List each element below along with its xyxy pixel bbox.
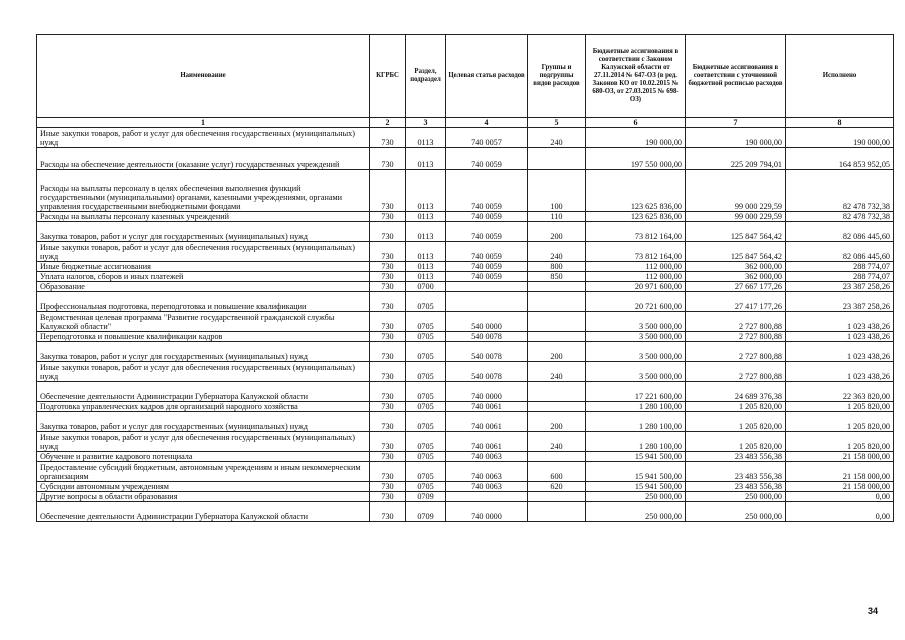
table-row (37, 432, 894, 452)
cell-target: 540 0078 (446, 342, 528, 362)
header-kgrbs: КГРБС (370, 35, 406, 118)
cell-kgrbs: 730 (370, 332, 406, 342)
cell-kgrbs: 730 (370, 492, 406, 502)
cell-law: 1 280 100,00 (586, 412, 686, 432)
cell-section: 0113 (406, 222, 446, 242)
cell-executed: 82 086 445,60 (786, 242, 894, 262)
cell-executed: 1 205 820,00 (786, 432, 894, 452)
cell-name: Профессиональная подготовка, переподготовка и повышение квалификации (37, 292, 370, 312)
column-number-row (37, 118, 894, 128)
cell-target (446, 292, 528, 312)
cell-group: 240 (528, 362, 586, 382)
table-body (37, 128, 894, 522)
cell-executed: 82 478 732,38 (786, 170, 894, 212)
cell-target: 740 0057 (446, 128, 528, 148)
header-refined: Бюджетные ассигнования в соответствии с уточненной бюджетной росписью расходов (686, 35, 786, 118)
table-row (37, 502, 894, 522)
cell-refined: 125 847 564,42 (686, 242, 786, 262)
cell-kgrbs: 730 (370, 452, 406, 462)
cell-kgrbs: 730 (370, 382, 406, 402)
cell-law: 73 812 164,00 (586, 222, 686, 242)
cell-law: 112 000,00 (586, 272, 686, 282)
cell-name: Обучение и развитие кадрового потенциала (37, 452, 370, 462)
cell-section: 0113 (406, 272, 446, 282)
cell-name: Переподготовка и повышение квалификации кадров (37, 332, 370, 342)
cell-refined: 99 000 229,59 (686, 170, 786, 212)
cell-group: 600 (528, 462, 586, 482)
cell-executed: 1 205 820,00 (786, 402, 894, 412)
cell-target: 740 0000 (446, 382, 528, 402)
cell-name: Иные закупки товаров, работ и услуг для обеспечения государственных (муниципальных) нужд (37, 432, 370, 452)
cell-refined: 23 483 556,38 (686, 452, 786, 462)
cell-refined: 2 727 800,88 (686, 342, 786, 362)
cell-target: 540 0000 (446, 312, 528, 332)
cell-law: 123 625 836,00 (586, 170, 686, 212)
table-row (37, 362, 894, 382)
cell-refined: 99 000 229,59 (686, 212, 786, 222)
cell-group: 240 (528, 128, 586, 148)
cell-group: 200 (528, 412, 586, 432)
cell-target: 540 0078 (446, 362, 528, 382)
cell-section: 0709 (406, 492, 446, 502)
table-row (37, 382, 894, 402)
cell-refined: 24 689 376,38 (686, 382, 786, 402)
cell-executed: 23 387 258,26 (786, 282, 894, 292)
cell-section: 0705 (406, 362, 446, 382)
cell-section: 0113 (406, 170, 446, 212)
table-row (37, 312, 894, 332)
table-row (37, 402, 894, 412)
cell-section: 0705 (406, 412, 446, 432)
header-row (37, 35, 894, 118)
table-row (37, 492, 894, 502)
cell-refined: 250 000,00 (686, 492, 786, 502)
cell-group (528, 402, 586, 412)
cell-executed: 288 774,07 (786, 272, 894, 282)
cell-group: 110 (528, 212, 586, 222)
cell-target: 740 0000 (446, 502, 528, 522)
cell-name: Расходы на выплаты персоналу казенных учреждений (37, 212, 370, 222)
table-row (37, 412, 894, 432)
cell-executed: 164 853 952,05 (786, 148, 894, 170)
table-row (37, 452, 894, 462)
cell-section: 0705 (406, 402, 446, 412)
cell-section: 0705 (406, 452, 446, 462)
cell-executed: 21 158 000,00 (786, 482, 894, 492)
cell-executed: 1 023 438,26 (786, 362, 894, 382)
cell-executed: 82 478 732,38 (786, 212, 894, 222)
cell-group: 800 (528, 262, 586, 272)
cell-law: 123 625 836,00 (586, 212, 686, 222)
budget-table (36, 34, 894, 522)
cell-group (528, 148, 586, 170)
cell-refined: 1 205 820,00 (686, 402, 786, 412)
cell-group: 200 (528, 342, 586, 362)
cell-section: 0705 (406, 462, 446, 482)
cell-refined: 27 667 177,26 (686, 282, 786, 292)
cell-section: 0113 (406, 128, 446, 148)
cell-executed: 1 205 820,00 (786, 412, 894, 432)
cell-kgrbs: 730 (370, 262, 406, 272)
cell-kgrbs: 730 (370, 212, 406, 222)
table-row (37, 342, 894, 362)
cell-target: 540 0078 (446, 332, 528, 342)
cell-executed: 1 023 438,26 (786, 332, 894, 342)
table-row (37, 148, 894, 170)
table-row (37, 272, 894, 282)
cell-executed: 0,00 (786, 502, 894, 522)
cell-target: 740 0063 (446, 462, 528, 482)
table-row (37, 282, 894, 292)
cell-group: 620 (528, 482, 586, 492)
cell-target: 740 0063 (446, 482, 528, 492)
cell-target: 740 0061 (446, 402, 528, 412)
cell-name: Иные закупки товаров, работ и услуг для обеспечения государственных (муниципальных) нужд (37, 242, 370, 262)
cell-refined: 362 000,00 (686, 262, 786, 272)
table-row (37, 170, 894, 212)
cell-group (528, 332, 586, 342)
cell-law: 1 280 100,00 (586, 402, 686, 412)
cell-law: 15 941 500,00 (586, 452, 686, 462)
table-row (37, 222, 894, 242)
cell-law: 1 280 100,00 (586, 432, 686, 452)
page-number: 34 (868, 606, 879, 616)
cell-section: 0705 (406, 482, 446, 492)
cell-kgrbs: 730 (370, 482, 406, 492)
cell-target: 740 0059 (446, 242, 528, 262)
cell-law: 15 941 500,00 (586, 462, 686, 482)
cell-name: Иные бюджетные ассигнования (37, 262, 370, 272)
cell-section: 0705 (406, 432, 446, 452)
cell-group (528, 282, 586, 292)
cell-law: 3 500 000,00 (586, 362, 686, 382)
cell-group (528, 492, 586, 502)
table-row (37, 482, 894, 492)
cell-law: 20 971 600,00 (586, 282, 686, 292)
cell-section: 0113 (406, 212, 446, 222)
cell-law: 250 000,00 (586, 492, 686, 502)
cell-kgrbs: 730 (370, 412, 406, 432)
cell-group: 200 (528, 222, 586, 242)
cell-kgrbs: 730 (370, 362, 406, 382)
cell-section: 0709 (406, 502, 446, 522)
cell-group: 240 (528, 242, 586, 262)
cell-name: Субсидии автономным учреждениям (37, 482, 370, 492)
cell-refined: 23 483 556,38 (686, 462, 786, 482)
cell-section: 0700 (406, 282, 446, 292)
cell-executed: 21 158 000,00 (786, 452, 894, 462)
table-row (37, 128, 894, 148)
cell-refined: 23 483 556,38 (686, 482, 786, 492)
cell-target (446, 282, 528, 292)
cell-section: 0113 (406, 242, 446, 262)
cell-target: 740 0059 (446, 148, 528, 170)
cell-refined: 2 727 800,88 (686, 362, 786, 382)
cell-name: Иные закупки товаров, работ и услуг для обеспечения государственных (муниципальных) нужд (37, 128, 370, 148)
cell-refined: 2 727 800,88 (686, 332, 786, 342)
table-row (37, 212, 894, 222)
cell-kgrbs: 730 (370, 462, 406, 482)
cell-name: Уплата налогов, сборов и иных платежей (37, 272, 370, 282)
cell-kgrbs: 730 (370, 170, 406, 212)
cell-law: 73 812 164,00 (586, 242, 686, 262)
cell-target: 740 0061 (446, 432, 528, 452)
cell-refined: 225 209 794,01 (686, 148, 786, 170)
cell-kgrbs: 730 (370, 222, 406, 242)
column-number: 7 (686, 118, 786, 128)
table-row (37, 292, 894, 312)
cell-refined: 27 417 177,26 (686, 292, 786, 312)
cell-refined: 362 000,00 (686, 272, 786, 282)
cell-target: 740 0061 (446, 412, 528, 432)
cell-name: Иные закупки товаров, работ и услуг для обеспечения государственных (муниципальных) нужд (37, 362, 370, 382)
cell-executed: 23 387 258,26 (786, 292, 894, 312)
cell-target: 740 0059 (446, 170, 528, 212)
cell-target: 740 0059 (446, 262, 528, 272)
cell-kgrbs: 730 (370, 502, 406, 522)
column-number: 5 (528, 118, 586, 128)
header-law: Бюджетные ассигнования в соответствии с Законом Калужской области от 27.11.2014 № 647-ОЗ (в ред. Законов КО от 10.02.2015 № 680-ОЗ, от 27.03.2015 № 698-ОЗ) (586, 35, 686, 118)
cell-law: 112 000,00 (586, 262, 686, 272)
cell-group (528, 292, 586, 312)
cell-group (528, 502, 586, 522)
cell-refined: 1 205 820,00 (686, 412, 786, 432)
cell-law: 3 500 000,00 (586, 312, 686, 332)
cell-section: 0705 (406, 312, 446, 332)
cell-kgrbs: 730 (370, 148, 406, 170)
cell-name: Расходы на обеспечение деятельности (оказание услуг) государственных учреждений (37, 148, 370, 170)
cell-executed: 1 023 438,26 (786, 312, 894, 332)
column-number: 3 (406, 118, 446, 128)
cell-law: 3 500 000,00 (586, 342, 686, 362)
cell-name: Образование (37, 282, 370, 292)
column-number: 1 (37, 118, 370, 128)
cell-kgrbs: 730 (370, 402, 406, 412)
column-number: 2 (370, 118, 406, 128)
column-number: 8 (786, 118, 894, 128)
cell-target: 740 0063 (446, 452, 528, 462)
cell-name: Расходы на выплаты персоналу в целях обеспечения выполнения функций государственными (муниципальными) органами, казенными учреждениями, органами управления государственными внебюджетными фондами (37, 170, 370, 212)
cell-executed: 22 363 820,00 (786, 382, 894, 402)
cell-executed: 190 000,00 (786, 128, 894, 148)
cell-section: 0113 (406, 148, 446, 170)
cell-law: 17 221 600,00 (586, 382, 686, 402)
cell-section: 0705 (406, 332, 446, 342)
cell-target: 740 0059 (446, 212, 528, 222)
cell-name: Подготовка управленческих кадров для организаций народного хозяйства (37, 402, 370, 412)
cell-name: Обеспечение деятельности Администрации Губернатора Калужской области (37, 502, 370, 522)
table-row (37, 262, 894, 272)
cell-executed: 288 774,07 (786, 262, 894, 272)
cell-refined: 250 000,00 (686, 502, 786, 522)
cell-group (528, 382, 586, 402)
header-section: Раздел, подраздел (406, 35, 446, 118)
cell-law: 190 000,00 (586, 128, 686, 148)
header-executed: Исполнено (786, 35, 894, 118)
column-number: 6 (586, 118, 686, 128)
header-groups: Группы и подгруппы видов расходов (528, 35, 586, 118)
cell-section: 0113 (406, 262, 446, 272)
header-name: Наименование (37, 35, 370, 118)
cell-executed: 1 023 438,26 (786, 342, 894, 362)
cell-name: Обеспечение деятельности Администрации Губернатора Калужской области (37, 382, 370, 402)
cell-section: 0705 (406, 382, 446, 402)
cell-target: 740 0059 (446, 272, 528, 282)
cell-name: Предоставление субсидий бюджетным, автономным учреждениям и иным некоммерческим организациям (37, 462, 370, 482)
cell-name: Закупка товаров, работ и услуг для государственных (муниципальных) нужд (37, 342, 370, 362)
cell-law: 3 500 000,00 (586, 332, 686, 342)
cell-target: 740 0059 (446, 222, 528, 242)
cell-kgrbs: 730 (370, 292, 406, 312)
cell-group: 850 (528, 272, 586, 282)
cell-kgrbs: 730 (370, 342, 406, 362)
table-row (37, 332, 894, 342)
cell-law: 20 721 600,00 (586, 292, 686, 312)
header-target: Целевая статья расходов (446, 35, 528, 118)
cell-refined: 125 847 564,42 (686, 222, 786, 242)
cell-law: 250 000,00 (586, 502, 686, 522)
cell-name: Ведомственная целевая программа "Развитие государственной гражданской службы Калужской области" (37, 312, 370, 332)
cell-executed: 82 086 445,60 (786, 222, 894, 242)
column-number: 4 (446, 118, 528, 128)
cell-target (446, 492, 528, 502)
cell-kgrbs: 730 (370, 128, 406, 148)
cell-kgrbs: 730 (370, 432, 406, 452)
cell-kgrbs: 730 (370, 282, 406, 292)
cell-group: 240 (528, 432, 586, 452)
cell-group (528, 312, 586, 332)
cell-refined: 1 205 820,00 (686, 432, 786, 452)
cell-name: Другие вопросы в области образования (37, 492, 370, 502)
cell-refined: 190 000,00 (686, 128, 786, 148)
cell-kgrbs: 730 (370, 272, 406, 282)
cell-kgrbs: 730 (370, 242, 406, 262)
cell-name: Закупка товаров, работ и услуг для государственных (муниципальных) нужд (37, 412, 370, 432)
cell-law: 197 550 000,00 (586, 148, 686, 170)
cell-section: 0705 (406, 292, 446, 312)
cell-group (528, 452, 586, 462)
cell-group: 100 (528, 170, 586, 212)
cell-law: 15 941 500,00 (586, 482, 686, 492)
cell-executed: 21 158 000,00 (786, 462, 894, 482)
table-row (37, 462, 894, 482)
cell-name: Закупка товаров, работ и услуг для государственных (муниципальных) нужд (37, 222, 370, 242)
cell-refined: 2 727 800,88 (686, 312, 786, 332)
table-row (37, 242, 894, 262)
cell-section: 0705 (406, 342, 446, 362)
cell-kgrbs: 730 (370, 312, 406, 332)
cell-executed: 0,00 (786, 492, 894, 502)
